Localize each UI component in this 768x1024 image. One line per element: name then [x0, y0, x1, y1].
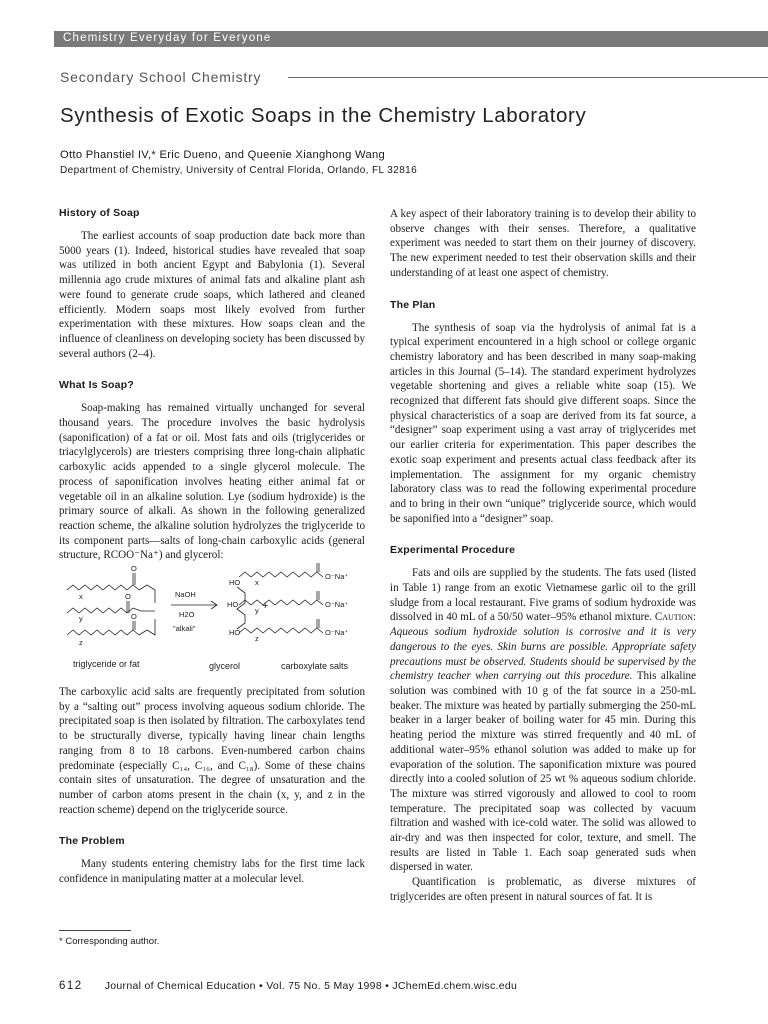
svg-text:O: O: [131, 612, 137, 622]
right-column: [390, 207, 696, 905]
svg-text:H2O: H2O: [179, 610, 195, 620]
svg-text:HO: HO: [229, 578, 241, 588]
svg-text:z: z: [255, 634, 259, 644]
paragraph-problem: Many students entering chemistry labs for the first time lack confidence in manipulating matter at a molecular level.: [59, 858, 365, 886]
svg-text:x: x: [255, 578, 259, 588]
article-title: Synthesis of Exotic Soaps in the Chemistry Laboratory: [60, 104, 587, 127]
svg-text:O⁻Na⁺: O⁻Na⁺: [325, 572, 349, 582]
svg-text:+: +: [262, 600, 269, 613]
svg-text:y: y: [255, 606, 259, 616]
label-carboxylate-salts: carboxylate salts: [281, 661, 349, 672]
svg-text:O⁻Na⁺: O⁻Na⁺: [325, 600, 349, 610]
section-divider: [288, 77, 768, 78]
left-column: [59, 207, 365, 887]
paragraph-lab-training: A key aspect of their laboratory training is to develop their ability to observe changes with their senses. Therefore, a qualitative experiment was needed to start them on their journey of discovery. The new experiment needed to test their observation skills and their understanding of at least one aspect of chemistry.: [390, 208, 696, 279]
saponification-scheme: [59, 563, 365, 685]
caution-label: Caution:: [654, 611, 696, 624]
paragraph-quantification: Quantification is problematic, as diverse mixtures of triglycerides are often present in natural sources of fat. It is: [390, 876, 696, 903]
svg-text:HO: HO: [229, 628, 241, 638]
svg-text:O: O: [131, 564, 137, 574]
heading-the-problem: The Problem: [59, 835, 125, 848]
paragraph-salting-out: The carboxylic acid salts are frequently precipitated from solution by a “salting out” process involving aqueous sodium chloride. The precipitated soap is then isolated by filtration. The carboxylates tend to be structurally diverse, typically having linear chain lengths ranging from 8 to 18 carbons. Even-numbered carbon chains predominate (especially C₁₄, C₁₆, and C₁₈). Some of these chains contain sites of unsaturation. The degree of unsaturation and the number of carbon atoms present in the chain (x, y, and z in the reaction scheme) depend on the triglyceride source.: [59, 686, 365, 816]
page-number: 612: [59, 980, 83, 992]
footnote-rule: [59, 930, 131, 931]
paragraph-history: The earliest accounts of soap production date back more than 5000 years (1). Indeed, historical studies have revealed that soap was utilized in both ancient Egypt and Babylonia (1). Several millennia ago crude mixtures of animal fats and alkaline plant ash were found to generate crude soaps, which lathered and cleaned efficiently. Modern soaps most likely evolved from further experimentation with these mixtures. How soaps clean and the influence of cleanliness on developing society has been discussed by several authors (2–4).: [59, 230, 365, 360]
journal-header-text: Chemistry Everyday for Everyone: [63, 32, 272, 44]
svg-text:"alkali": "alkali": [173, 624, 196, 634]
section-heading: Secondary School Chemistry: [60, 69, 262, 85]
svg-text:x: x: [79, 592, 83, 602]
heading-the-plan: The Plan: [390, 298, 436, 311]
label-glycerol: glycerol: [209, 661, 241, 672]
svg-text:O⁻Na⁺: O⁻Na⁺: [325, 628, 349, 638]
svg-text:HO: HO: [227, 600, 239, 610]
svg-text:O: O: [125, 592, 131, 602]
label-triglyceride: triglyceride or fat: [73, 659, 140, 670]
journal-header-bar: [54, 31, 768, 47]
svg-text:NaOH: NaOH: [175, 590, 196, 600]
author-list: Otto Phanstiel IV,* Eric Dueno, and Queenie Xianghong Wang: [60, 149, 386, 161]
paragraph-what-is-soap: Soap-making has remained virtually unchanged for several thousand years. The procedure involves the basic hydrolysis (saponification) of a fat or oil. Most fats and oils (triglycerides or triacylglycerols) are triesters comprising three long-chain aliphatic carboxylic acids appended to a single glycerol molecule. The process of saponification involves heating either animal fat or vegetable oil in an alkaline solution. Lye (sodium hydroxide) is the primary source of alkali. As shown in the following generalized reaction scheme, the alkaline solution hydrolyzes the triglyceride to its component parts—salts of long-chain carboxylic acids (general structure, RCOO⁻Na⁺) and glycerol:: [59, 402, 365, 562]
caution-text: Aqueous sodium hydroxide solution is corrosive and it is very dangerous to the eyes. Skin burns are possible. Appropriate safety precautions must be observed. Students should be supervised by the chemistry teacher when carrying out this procedure.: [390, 626, 696, 683]
heading-what-is-soap: What Is Soap?: [59, 379, 134, 392]
heading-history-of-soap: History of Soap: [59, 207, 140, 219]
paragraph-procedure: Fats and oils are supplied by the students. The fats used (listed in Table 1) range from an exotic Vietnamese garlic oil to the grill sludge from a local restaurant. Five grams of sodium hydroxide was dissolved in 40 mL of a 50/50 water–95% ethanol mixture. Caution: Aqueous sodium hydroxide solution is corrosive and it is very dangerous to the eyes. Skin burns are possible. Appropriate safety precautions must be observed. Students should be supervised by the chemistry teacher when carrying out this procedure. This alkaline solution was combined with 10 g of the fat source in a 250-mL beaker. The mixture was heated by partially submerging the 250-mL beaker in a larger beaker of boiling water for 45 min. During this heating period the mixture was stirred frequently and 40 mL of additional water–95% ethanol solution was added to make up for evaporation of the solution. The saponification mixture was poured directly into a cooled solution of 25 wt % aqueous sodium chloride. The mixture was stirred vigorously and allowed to cool to room temperature. The precipitated soap was collected by vacuum filtration and washed with ice-cold water. The solid was allowed to air-dry and was then inspected for color, texture, and smell. The results are listed in Table 1. Each soap generated suds when dispersed in water.: [390, 567, 697, 874]
svg-text:z: z: [79, 638, 83, 648]
heading-experimental-procedure: Experimental Procedure: [390, 544, 516, 557]
svg-text:y: y: [79, 614, 83, 624]
paragraph-plan: The synthesis of soap via the hydrolysis of animal fat is a typical experiment encountered in a high school or college organic chemistry laboratory and has been described in many soap-making articles in this Journal (5–14). The standard experiment hydrolyzes vegetable shortening and gives a reliable white soap (15). We recognized that different fats should give different soaps. Since the physical characteristics of a soap are derived from its fat source, a “designer” soap experiment using a vast array of triglycerides met our earlier criteria for experimentation. This paper describes the exotic soap experiment and presents actual class feedback after its implementation. The assignment for my organic chemistry laboratory class was to read the following experimental procedure and to bring in their own “unique” triglyceride source, which would be saponified into a “designer” soap.: [390, 321, 696, 525]
page-footer: [59, 980, 517, 992]
affiliation: Department of Chemistry, University of Central Florida, Orlando, FL 32816: [60, 165, 418, 176]
footer-citation: Journal of Chemical Education • Vol. 75 No. 5 May 1998 • JChemEd.chem.wisc.edu: [104, 980, 518, 992]
footnote-corresponding-author: * Corresponding author.: [59, 936, 160, 947]
